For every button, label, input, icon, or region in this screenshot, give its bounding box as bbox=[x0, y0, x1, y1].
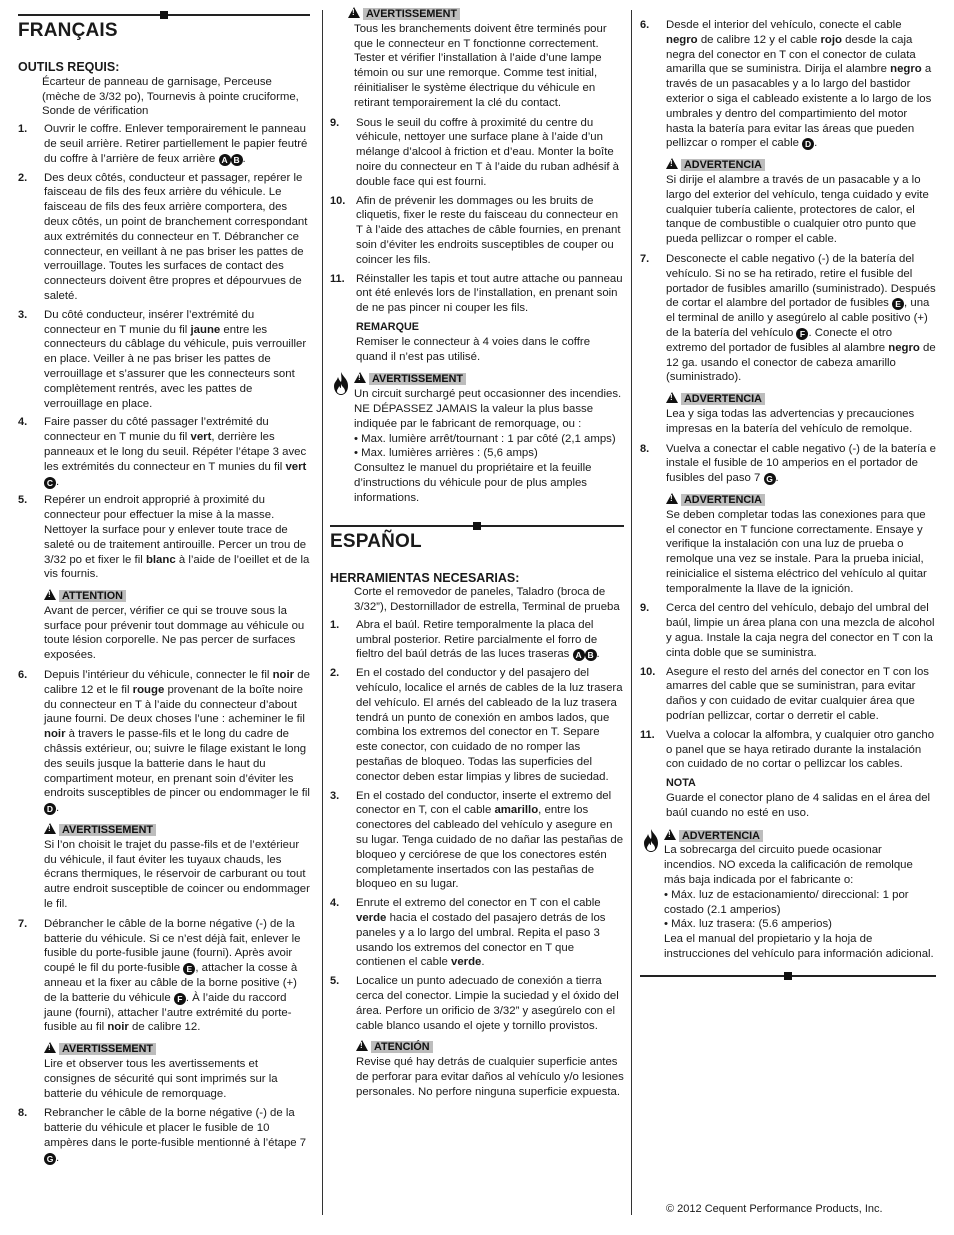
remarque-block: REMARQUE Remiser le connecteur à 4 voies dans le coffre quand il n’est pas utilisé. bbox=[356, 320, 591, 363]
warning-icon: !ATENCIÓN bbox=[356, 1039, 433, 1054]
avertissement-block-3: !AVERTISSEMENT Tous les branchements doivent être terminés pour que le connecteur en T fonctionne correctement. Tester et vérifier l’installation à l’aide d’une lampe témoin ou sur une remorque. Comme test initial, réinitialiser le système électrique du véhicule en retirant temporairement la clé du contact. bbox=[330, 4, 624, 111]
warning-icon: !ADVERTENCIA bbox=[664, 828, 763, 843]
fire-warning-block-es: !ADVERTENCIA La sobrecarga del circuito puede ocasionar incendios. NO exceda la calificación de remolque más baja indicada por el fabricante o: • Máx. luz de estacionamiento/ direccional: 1 por costado (2.1 amperios) • Máx. luz trasera: (5.6 amperios) Lea el manual del propietario y la hoja de instrucciones del vehículo para información adicional. bbox=[640, 826, 936, 962]
column-3 bbox=[640, 18, 936, 977]
fire-hazard-icon bbox=[640, 828, 662, 854]
avertissement-block-2: !AVERTISSEMENT Lire et observer tous les avertissements et consignes de sécurité qui sont imprimés sur la batterie du véhicule de remorquage. bbox=[18, 1039, 310, 1101]
avertissement-block-1: !AVERTISSEMENT Si l’on choisit le trajet du passe-fils et de l’extérieur du véhicule, il faut éviter les tuyaux chauds, les écrans thermiques, le réservoir de carburant ou tout autre endroit susceptible de coincer ou endommager le fil. bbox=[18, 820, 310, 912]
step-6: 6. Depuis l’intérieur du véhicule, connecter le fil noir de calibre 12 et le fil rouge provenant de la boîte noire du connecteur en T à l’aide du connecteur d’about jaune fourni. De deux choses l’une : acheminer le fil noir à travers le passe-fils et le long du cadre de châssis extérieur, ou; suivre le filage existant le long des seuils jusque la batterie dans le haut du compartiment moteur, en prenant soin d’éviter les endroits susceptibles de pincer ou endommager le fil D . bbox=[18, 669, 310, 815]
warning-icon: !ADVERTENCIA bbox=[666, 157, 765, 172]
paso-5: 5. Localice un punto adecuado de conexión a tierra cerca del conector. Limpie la suciedad y el óxido del área. Perfore un orificio de 3/32” y asegúrelo con el cable blanco usando el ojete y tornillo provistos. bbox=[330, 975, 619, 1032]
marker-b-icon: B bbox=[231, 154, 243, 166]
step-10: 10. Afin de prévenir les dommages ou les bruits de cliquetis, fixer le reste du faisceau du connecteur en T à l’aide des attaches de câble fournies, en prenant soin d’éviter les endroits susceptibles de couper ou coincer les fils. bbox=[330, 194, 621, 266]
section-rule bbox=[18, 14, 310, 16]
marker-g-icon: G bbox=[44, 1153, 56, 1165]
step-4: 4. Faire passer du côté passager l’extrémité du connecteur en T munie du fil vert, derrière les panneaux et le long du seuil. Répéter l’étape 3 avec les extrémités du connecteur en T munies du fil vert C . bbox=[18, 416, 307, 488]
marker-d-icon: D bbox=[802, 138, 814, 150]
spanish-steps bbox=[330, 618, 624, 1034]
tools-heading-es: HERRAMIENTAS NECESARIAS: bbox=[330, 570, 520, 585]
step-5: 5. Repérer un endroit approprié à proximité du connecteur pour effectuer la mise à la masse. Nettoyer la surface pour y enlever toute trace de saleté ou de traitement antirouille. Percer un trou de 3/32 po et fixer le fil blanc à l’aide de l’oeillet et de la vis fournis. bbox=[18, 494, 310, 581]
marker-f-icon: F bbox=[174, 993, 186, 1005]
paso-9: 9. Cerca del centro del vehículo, debajo del umbral del baúl, limpie un área plana con una mezcla de alcohol y agua. Instale la caja negra del conector en T con la cinta doble que se suministra. bbox=[640, 602, 935, 659]
marker-g-icon: G bbox=[764, 473, 776, 485]
fire-hazard-icon bbox=[330, 371, 352, 397]
section-rule bbox=[640, 975, 936, 977]
marker-c-icon: C bbox=[44, 477, 56, 489]
warning-icon: !AVERTISSEMENT bbox=[44, 822, 156, 837]
step-3: 3. Du côté conducteur, insérer l’extrémité du connecteur en T munie du fil jaune entre les connecteurs du câblage du véhicule, puis verrouiller en place. Veiller à ne pas briser les pattes de verrouillage et s’assurer que les connecteurs sont complètement rentrés, avec les pattes de verrouillage en place. bbox=[18, 308, 307, 410]
tools-list: Écarteur de panneau de garnisage, Perceuse (mèche de 3/32 po), Tournevis à pointe cruciforme, Sonde de vérification bbox=[42, 75, 299, 118]
paso-4: 4. Enrute el extremo del conector en T con el cable verde hacia el costado del pasajero detrás de los paneles y a lo largo del umbral. Repita el paso 3 usando los extremos del conector en T que contienen el cable verde. bbox=[330, 897, 606, 969]
paso-7: 7. Desconecte el cable negativo (-) de la batería del vehículo. Si no se ha retirado, retire el fusible del portador de fusibles amarillo (suministrado). Después de cortar el alambre del portador de fusibles E , una el terminal de anillo y asegúrelo al cable positivo (+) de la batería del vehículo F . Conecte el otro extremo del portador de fusibles al alambre negro de 12 ga. usando el conector de cabeza amarillo (suministrado). bbox=[640, 252, 936, 384]
paso-3: 3. En el costado del conductor, inserte el extremo del conector en T, con el cable amarillo, entre los conectores del cableado del vehículo y asegure en su lugar. Tenga cuidado de no dañar las pestañas de bloqueo y cerciórese de que los conectores estén completamente insertados con las pestañas de bloqueo en su lugar. bbox=[330, 789, 624, 891]
warning-icon: !ATTENTION bbox=[44, 588, 126, 603]
warning-icon: !ADVERTENCIA bbox=[666, 492, 765, 507]
paso-2: 2. En el costado del conductor y del pasajero del vehículo, localice el arnés de cables de la luz trasera del vehículo. El arnés del cableado de la luz trasera tendrá un punto de conexión en ambos lados, que combina los extremos del conector en T. Separe este conector, con cuidado de no romper las pestañas de bloqueo. Todas las superficies del conector deben estar limpias y libres de suciedad. bbox=[330, 667, 623, 783]
fire-warning-block: !AVERTISSEMENT Un circuit surchargé peut occasionner des incendies. NE DÉPASSEZ JAMAIS la valeur la plus basse indiquée par le fabricant de remorquage, ou : • Max. lumière arrêt/tournant : 1 par côté (2,1 amps) • Max. lumières arrières : (5,6 amps) Consultez le manuel du propriétaire et la feuille d’instructions du véhicule pour de plus amples informations. bbox=[330, 369, 624, 505]
marker-a-icon: A bbox=[219, 154, 231, 166]
step-9: 9. Sous le seuil du coffre à proximité du centre du véhicule, nettoyer une surface plane à l’aide d’un mélange d’alcool à friction et d’eau. Monter la boîte noire du connecteur en T à l’aide du ruban adhésif à double face qui est fourni. bbox=[330, 116, 620, 188]
warning-icon: !ADVERTENCIA bbox=[666, 391, 765, 406]
marker-b-icon: B bbox=[585, 649, 597, 661]
attention-block: !ATTENTION Avant de percer, vérifier ce qui se trouve sous la surface pour prévenir tout dommage au véhicule ou toute lésion corporelle. Ne pas percer de surfaces exposées. bbox=[18, 586, 310, 663]
section-rule bbox=[330, 525, 624, 527]
paso-6: 6. Desde el interior del vehículo, conecte el cable negro de calibre 12 y el cable rojo desde la caja negra del conector en T con el conector de culata amarilla que se suministra. Dirija el alambre negro a través de un pasacables y a lo largo del bastidor exterior o siga el cableado existente a lo largo de los umbrales y dentro del compartimiento del motor hasta la batería para evitar las áreas que pueden pellizcar o romper el cable D . bbox=[640, 19, 932, 150]
paso-10: 10. Asegure el resto del arnés del conector en T con los amarres del cable que se suministran, para evitar daños y con cuidado de evitar cualquier área que podrían pellizcar, cortar o derretir el cable. bbox=[640, 665, 929, 723]
marker-e-icon: E bbox=[892, 298, 904, 310]
step-2: 2. Des deux côtés, conducteur et passager, repérer le faisceau de fils des feux arrière du véhicule. Le faisceau de fils des feux arrière comportera, des deux côtés, un point de branchement correspondant aux extrémités du connecteur en T. Débrancher ce connecteur, en veillant à ne pas briser les pattes de verrouillage. Toutes les surfaces de contact des connecteurs doivent être propres et dépourvues de saleté. bbox=[18, 171, 308, 302]
advertencia-block-3: !ADVERTENCIA Se deben completar todas las conexiones para que el conector en T funcione correctamente. Ensaye y verifique la instalación con una luz de prueba o remolque una vez se instale. Para la prueba inicial, reinicialice el sistema eléctrico del vehículo al quitar temporalmente la llave de la ignición. bbox=[640, 490, 936, 597]
atencion-block: !ATENCIÓN Revise qué hay detrás de cualquier superficie antes de perforar para evitar daños al vehículo y/o lesiones personales. No perfore ninguna superficie expuesta. bbox=[330, 1037, 624, 1099]
marker-e-icon: E bbox=[183, 963, 195, 975]
column-2 bbox=[330, 4, 624, 1105]
tools-list-es: Corte el removedor de paneles, Taladro (broca de 3/32”), Destornillador de estrella, Terminal de prueba bbox=[354, 586, 620, 614]
warning-icon: !AVERTISSEMENT bbox=[44, 1041, 156, 1056]
french-title: FRANÇAIS bbox=[18, 20, 118, 41]
paso-8: 8. Vuelva a conectar el cable negativo (-) de la batería e instale el fusible de 10 amperios en el portador de fusibles del paso 7 G . bbox=[640, 442, 936, 485]
marker-f-icon: F bbox=[796, 328, 808, 340]
french-steps bbox=[18, 122, 310, 582]
marker-a-icon: A bbox=[573, 649, 585, 661]
column-divider-2 bbox=[631, 10, 632, 1215]
step-11: 11. Réinstaller les tapis et tout autre attache ou panneau ont été enlevés lors de l’installation, en prenant soin de ne pas pincer ni couper les fils. bbox=[330, 272, 623, 315]
marker-d-icon: D bbox=[44, 803, 56, 815]
warning-icon: !AVERTISSEMENT bbox=[354, 371, 466, 386]
step-1: 1. Ouvrir le coffre. Enlever temporairement le panneau de seuil arrière. Retirer partiellement le papier feutré du coffre à l’arrière de feux arrière A B . bbox=[18, 123, 308, 165]
tools-heading: OUTILS REQUIS: bbox=[18, 60, 120, 74]
column-1 bbox=[18, 14, 310, 1170]
step-8: 8. Rebrancher le câble de la borne négative (-) de la batterie du véhicule et placer le fusible de 10 ampères dans le porte-fusible mentionné à l’étape 7 G . bbox=[18, 1107, 307, 1164]
advertencia-block-1: !ADVERTENCIA Si dirije el alambre a través de un pasacable y a lo largo del exterior del vehículo, tenga cuidado y evite cualquier tubería caliente, protectores de calor, el tanque de combustible o cualquier otro punto que pueda pellizcar o romper el cable. bbox=[640, 155, 936, 247]
advertencia-block-2: !ADVERTENCIA Lea y siga todas las advertencias y precauciones impresas en la batería del vehículo de remolque. bbox=[640, 389, 936, 436]
paso-1: 1. Abra el baúl. Retire temporalmente la placa del umbral posterior. Retire parcialmente el forro de fieltro del baúl detrás de las luces traseras A B . bbox=[330, 618, 600, 661]
copyright: © 2012 Cequent Performance Products, Inc. bbox=[666, 1203, 883, 1215]
nota-block: NOTA Guarde el conector plano de 4 salidas en el área del baúl cuando no esté en uso. bbox=[666, 777, 931, 819]
warning-icon: !AVERTISSEMENT bbox=[348, 6, 460, 21]
paso-11: 11. Vuelva a colocar la alfombra, y cualquier otro gancho o panel que se haya retirado durante la instalación con cuidado de no cortar o pellizcar los cables. bbox=[640, 728, 935, 771]
step-7: 7. Débrancher le câble de la borne négative (-) de la batterie du véhicule. Si ce n’est déjà fait, enlever le fusible du porte-fusible jaune (fourni). Après avoir coupé le fil du porte-fusible E , attacher la cosse à anneau et la fixer au câble de la borne positive (+) de la batterie du véhicule F . À l’aide du raccord jaune (fourni), attacher l’autre extrémité du porte-fusible au fil noir de calibre 12. bbox=[18, 917, 301, 1034]
column-divider-1 bbox=[322, 10, 323, 1215]
spanish-title: ESPAÑOL bbox=[330, 530, 422, 552]
